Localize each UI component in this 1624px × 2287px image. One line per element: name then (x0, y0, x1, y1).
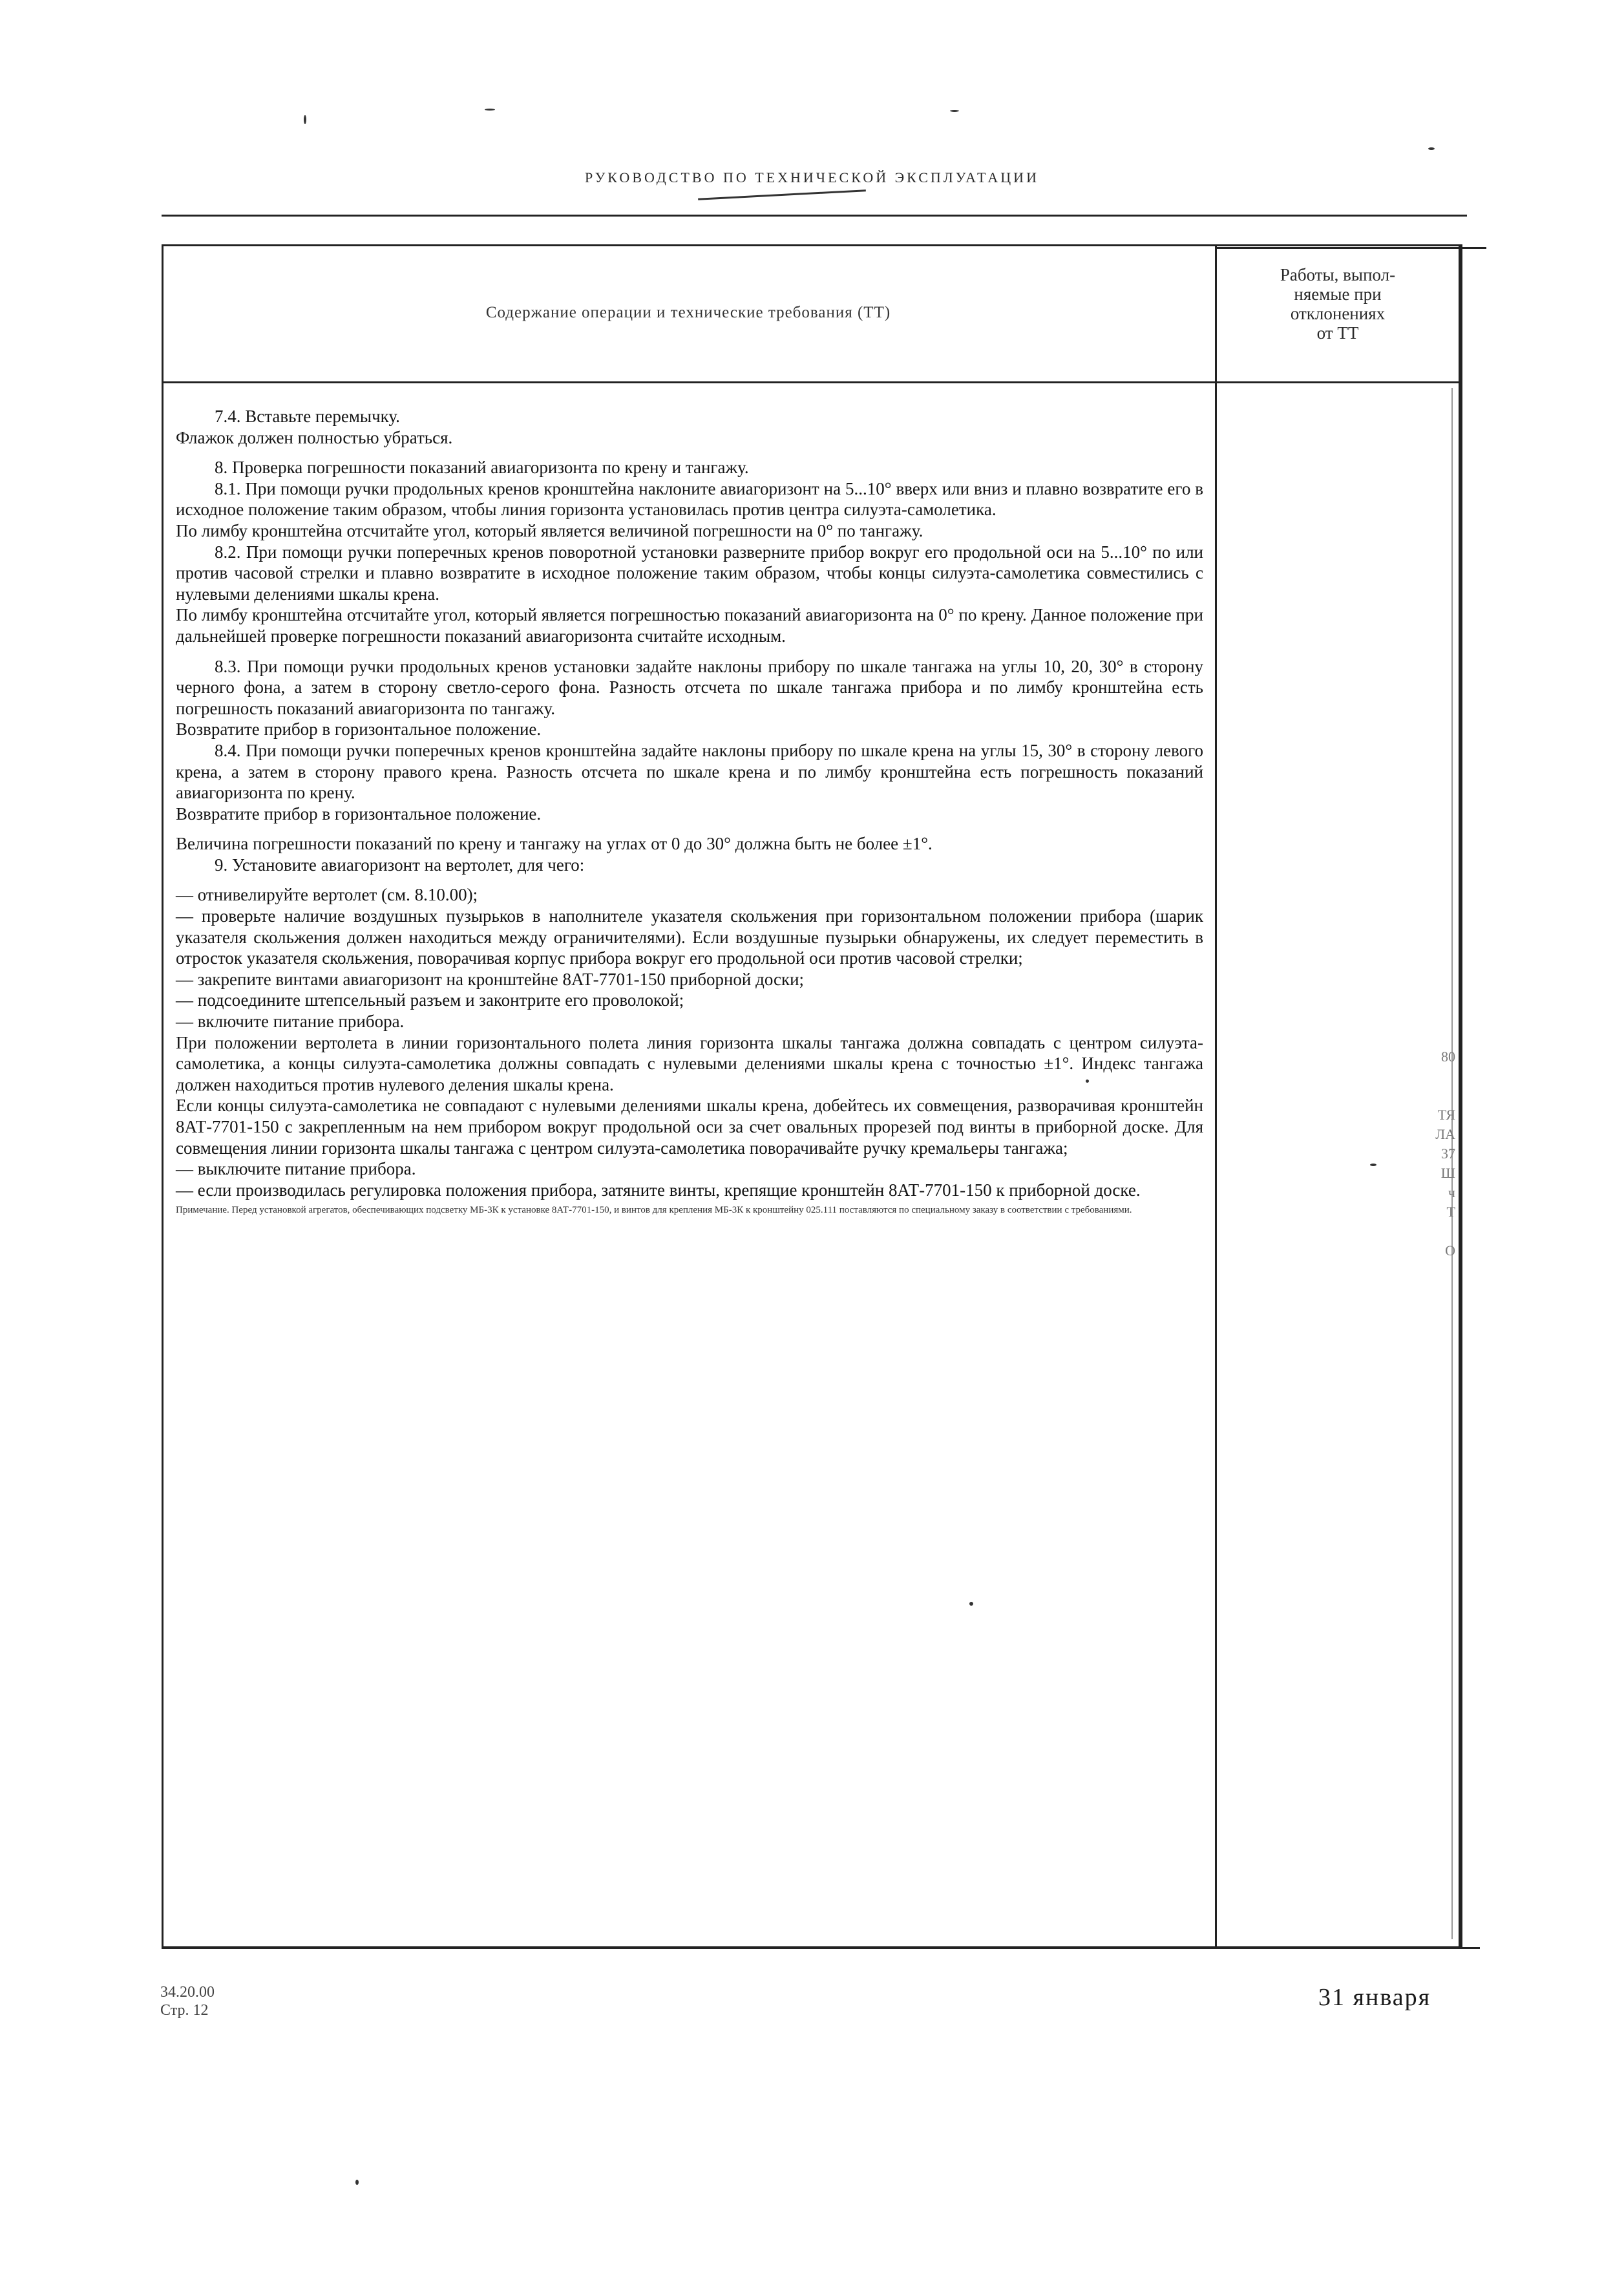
operation-text (176, 406, 1203, 1216)
scan-speck (355, 2180, 359, 2185)
margin-marks (1410, 1047, 1455, 1261)
header-underline (698, 189, 866, 200)
operation-paragraph: 8.2. При помощи ручки поперечных кренов поворотной установки разверните прибор вокруг его продольной оси на 5...10° по или против часовой стрелки и плавно возвратите в исходное положение таким образом, чтобы концы силуэта-самолетика совместились с нулевыми делениями шкалы крена. (176, 542, 1203, 604)
header-row-separator (162, 381, 1461, 383)
top-rule (162, 215, 1467, 217)
bottom-rule (162, 1947, 1480, 1949)
operation-paragraph: — подсоедините штепсельный разъем и законтрите его проволокой; (176, 990, 684, 1010)
scan-speck (950, 110, 959, 112)
operation-paragraph: По лимбу кронштейна отсчитайте угол, который является погрешностью показаний авиагоризонта на 0° по крену. Данное положение при дальнейшей проверке погрешности показаний авиагоризонта считайте исходным. (176, 605, 1203, 646)
page-number: Стр. 12 (160, 2002, 209, 2019)
operation-paragraph: — включите питание прибора. (176, 1012, 405, 1032)
operation-paragraph: Возвратите прибор в горизонтальное положение. (176, 803, 542, 824)
operation-paragraph: — если производилась регулировка положения прибора, затяните винты, крепящие кронштейн 8АТ-7701-150 к приборной доске. (176, 1180, 1141, 1200)
operation-paragraph: — отнивелируйте вертолет (см. 8.10.00); (176, 885, 478, 905)
column-header-side (1221, 265, 1454, 343)
margin-mark: 37 (1441, 1145, 1455, 1162)
operation-paragraph: Величина погрешности показаний по крену и тангажу на углах от 0 до 30° должна быть не более ±1°. (176, 834, 933, 854)
column-header-side-line: отклонениях (1290, 304, 1386, 323)
operation-paragraph: 7.4. Вставьте перемычку. (215, 407, 400, 426)
operation-paragraph: При положении вертолета в линии горизонтального полета линия горизонта шкалы тангажа должна совпадать с центром силуэта-самолетика, а концы силуэта-самолетика должны совпадать с нулевыми делениями шкалы крена с точностью ±1°. Индекс тангажа должен находиться против нулевого деления шкалы крена. (176, 1032, 1203, 1094)
margin-mark: Ш (1440, 1165, 1455, 1181)
margin-mark: ЛА (1435, 1126, 1455, 1142)
operation-paragraph: — закрепите винтами авиагоризонт на кронштейне 8АТ-7701-150 приборной доски; (176, 969, 805, 989)
right-border (1461, 244, 1462, 1948)
operation-paragraph: — выключите питание прибора. (176, 1159, 416, 1179)
operation-paragraph: 8.3. При помощи ручки продольных кренов установки задайте наклоны прибору по шкале тангажа на углы 10, 20, 30° в сторону черного фона, а затем в сторону светло-серого фона. Разность отсчета по шкале тангажа прибора и по лимбу кронштейна есть погрешность показаний авиагоризонта по тангажу. (176, 656, 1203, 718)
operation-paragraph: 8. Проверка погрешности показаний авиагоризонта по крену и тангажу. (215, 458, 749, 478)
operation-paragraph: По лимбу кронштейна отсчитайте угол, который является величиной погрешности на 0° по тангажу. (176, 520, 923, 540)
note-text: Примечание. Перед установкой агрегатов, обеспечивающих подсветку МБ-3К к установке 8АТ-7701-150, и винтов для крепления МБ-3К к кронштейну 025.111 поставляются по специальному заказу в соответствии с требованиями. (176, 1205, 1132, 1216)
margin-mark: ТЯ (1437, 1107, 1455, 1123)
scan-speck (1086, 1080, 1089, 1083)
scan-speck (304, 115, 306, 124)
operation-paragraph: 8.1. При помощи ручки продольных кренов кронштейна наклоните авиагоризонт на 5...10° вверх или вниз и плавно возвратите его в исходное положение таким образом, чтобы линия горизонта установилась против центра силуэта-самолетика. (176, 478, 1203, 520)
margin-mark: О (1445, 1242, 1455, 1259)
footer-left (160, 1983, 215, 2019)
operation-paragraph: Возвратите прибор в горизонтальное положение. (176, 719, 542, 739)
column-header-side-line: няемые при (1294, 284, 1382, 304)
column-header-side-line: от ТТ (1316, 323, 1359, 343)
scan-speck (1370, 1164, 1376, 1166)
footer-date: 31 января (1318, 1984, 1431, 2011)
margin-mark: 80 (1441, 1048, 1455, 1065)
operation-paragraph: Флажок должен полностью убраться. (176, 427, 453, 447)
margin-mark: ч (1448, 1184, 1455, 1200)
column-header-main: Содержание операции и технические требования (ТТ) (485, 304, 891, 321)
column-separator (1215, 244, 1217, 1948)
scan-speck (1428, 147, 1435, 150)
operation-paragraph: Если концы силуэта-самолетика не совпадают с нулевыми делениями шкалы крена, добейтесь их совмещения, разворачивая кронштейн 8АТ-7701-150 с закрепленным на нем прибором вокруг продольной оси за счет овальных прорезей под винты в приборной доске. Для совмещения линии горизонта шкалы тангажа с центром силуэта-самолетика поворачивайте ручку кремальеры тангажа; (176, 1096, 1203, 1158)
scan-speck (969, 1602, 973, 1606)
doc-code: 34.20.00 (160, 1984, 215, 2001)
margin-mark: Т (1446, 1204, 1455, 1220)
operation-paragraph: — проверьте наличие воздушных пузырьков в наполнителе указателя скольжения при горизонтальном положении прибора (шарик указателя скольжения должен находиться между ограничителями). Если воздушные пузырьки обнаружены, их следует переместить в отросток указателя скольжения, поворачивая корпус прибора вокруг его продольной оси против часовой стрелки; (176, 906, 1203, 968)
operation-paragraph: 9. Установите авиагоризонт на вертолет, для чего: (215, 855, 585, 875)
scan-speck (485, 109, 495, 111)
running-header: РУКОВОДСТВО ПО ТЕХНИЧЕСКОЙ ЭКСПЛУАТАЦИИ (585, 169, 1039, 186)
operation-paragraph: 8.4. При помощи ручки поперечных кренов кронштейна задайте наклоны прибору по шкале крена на углы 15, 30° в сторону левого крена, а затем в сторону правого крена. Разность отсчета по шкале крена и по лимбу кронштейна есть погрешность показаний авиагоризонта по крену. (176, 740, 1203, 803)
column-header-side-line: Работы, выпол- (1280, 265, 1396, 284)
